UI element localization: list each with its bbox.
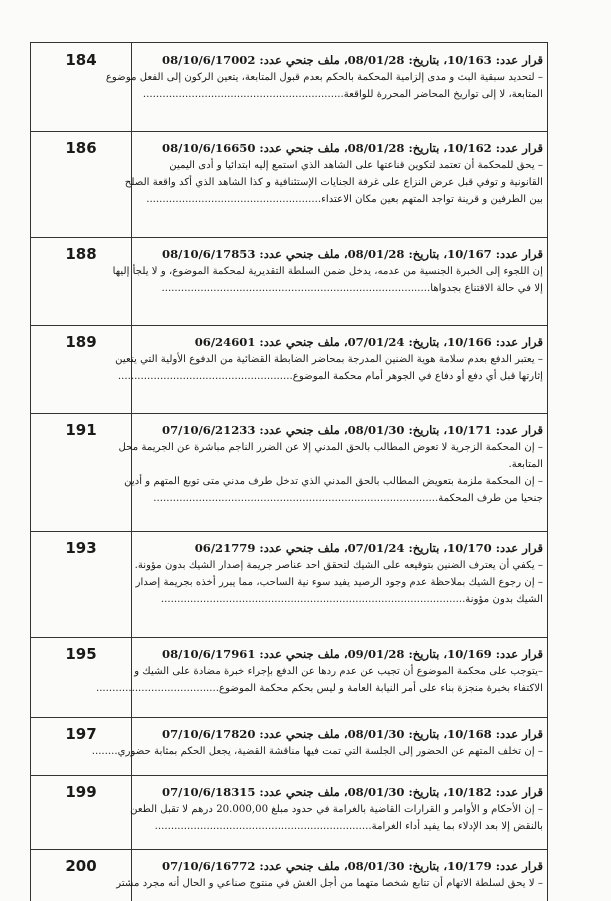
page-number: 195	[65, 645, 97, 663]
page-number: 189	[65, 333, 97, 351]
summary-line: جنحيا من طرف المحكمة........................................................................................	[153, 493, 543, 504]
summary-line: الاكتفاء بخبرة منجزة بناء على أمر النيابة العامة و ليس بحكم محكمة الموضوع......................................	[95, 683, 543, 694]
summary-line: – يكفي أن يعترف الضنين بتوقيعه على الشيك لتحقق احد عناصر جريمة إصدار الشيك بدون مؤونة.	[134, 560, 543, 571]
decision-summary	[91, 725, 543, 760]
summary-line: إن اللجوء إلى الخبرة الجنسية من عدمه، يدخل ضمن السلطة التقديرية لمحكمة الموضوع، و لا يلجأ إليها	[112, 266, 543, 277]
decision-header: قرار عدد: 10/169، بتاريخ: 09/01/28، ملف جنحي عدد: 08/10/6/17961	[162, 647, 543, 661]
table-row	[31, 131, 547, 238]
decision-summary	[130, 783, 543, 835]
summary-line: – لتحديد سبقية البث و مدى إلزامية المحكمة بالحكم بعدم قبول المتابعة، يتعين الركون إلى الفعل موضوع	[105, 72, 543, 83]
summary-line: بالنقض إلا بعد الإدلاء بما يفيد أداء الغرامة...................................................................	[154, 821, 543, 832]
page-number: 186	[65, 139, 97, 157]
table-row	[31, 325, 547, 414]
decision-header: قرار عدد: 10/163، بتاريخ: 08/01/28، ملف جنحي عدد: 08/10/6/17002	[162, 53, 543, 67]
table-row	[31, 849, 547, 901]
decision-summary	[116, 857, 543, 892]
summary-line: – إن المحكمة ملزمة بتعويض المطالب بالحق المدني الذي تدخل طرف مدني متى توبع المتهم و أدين	[124, 476, 543, 487]
table-row	[31, 43, 547, 132]
page-number: 199	[65, 783, 97, 801]
decision-header: قرار عدد: 10/170، بتاريخ: 07/01/24، ملف جنحي عدد: 06/21779	[194, 541, 543, 555]
summary-line: المتابعة، لا إلى تواريخ المحاضر المحررة للواقعة..............................................................	[142, 89, 543, 100]
table-row	[31, 717, 547, 776]
decision-header: قرار عدد: 10/171، بتاريخ: 08/01/30، ملف جنحي عدد: 07/10/6/21233	[162, 423, 543, 437]
decision-summary	[134, 539, 543, 608]
decision-header: قرار عدد: 10/167، بتاريخ: 08/01/28، ملف جنحي عدد: 08/10/6/17853	[162, 247, 543, 261]
decision-header: قرار عدد: 10/168، بتاريخ: 08/01/30، ملف جنحي عدد: 07/10/6/17820	[162, 727, 543, 741]
summary-line: المتابعة.	[508, 459, 543, 470]
summary-line: إثارتها قبل أي دفع أو دفاع في الجوهر أمام محكمة الموضوع......................................................	[117, 371, 543, 382]
summary-line: – لا يحق لسلطة الاتهام أن تتابع شخصا متهما من أجل الغش في منتوج صناعي و الحال أنه مجرد مشتر	[116, 878, 543, 889]
page-number: 197	[65, 725, 97, 743]
summary-line: – إن المحكمة الزجرية لا تعوض المطالب بالحق المدني إلا عن الضرر الناجم مباشرة عن الجريمة محل	[118, 442, 543, 453]
page-number: 193	[65, 539, 97, 557]
summary-line: – إن الأحكام و الأوامر و القرارات القاضية بالغرامة في حدود مبلغ 20.000,00 درهم لا تقبل الطعن	[130, 804, 543, 815]
decision-summary	[95, 645, 543, 697]
table-row	[31, 413, 547, 532]
decision-summary	[105, 51, 543, 103]
table-row	[31, 237, 547, 326]
table-row	[31, 637, 547, 718]
page-number: 200	[65, 857, 97, 875]
table-row	[31, 531, 547, 638]
decision-summary	[124, 139, 543, 208]
decision-summary	[112, 245, 543, 297]
table-row	[31, 775, 547, 850]
summary-line: القانونية و توفي قبل عرض النزاع على غرفة الجنايات الإستئنافية و كذا الشاهد الذي أكد واقعة الصلح	[124, 177, 543, 188]
decision-summary	[115, 333, 543, 385]
decision-header: قرار عدد: 10/182، بتاريخ: 08/01/30، ملف جنحي عدد: 07/10/6/18315	[162, 785, 543, 799]
summary-line: – يحق للمحكمة أن تعتمد لتكوين قناعتها على الشاهد الذي استمع إليه ابتدائيا و أدى اليمين	[169, 160, 543, 171]
decision-summary	[118, 421, 543, 507]
decision-header: قرار عدد: 10/166، بتاريخ: 07/01/24، ملف جنحي عدد: 06/24601	[194, 335, 543, 349]
summary-line: الشيك بدون مؤونة..............................................................................................	[160, 594, 543, 605]
summary-line: إلا في حالة الاقتناع بجدواها...................................................................................	[161, 283, 543, 294]
summary-line: – يعتبر الدفع بعدم سلامة هوية الضنين المدرجة بمحاضر الضابطة القضائية من الدفوع الأولية التي يتعين	[115, 354, 543, 365]
page-number: 188	[65, 245, 97, 263]
summary-line: – إن تخلف المتهم عن الحضور إلى الجلسة التي تمت فيها مناقشة القضية، يجعل الحكم بمثابة حضوري........	[91, 746, 543, 757]
summary-line: بين الطرفين و قرينة تواجد المتهم بعين مكان الاعتداء......................................................	[146, 194, 543, 205]
summary-line: – إن رجوع الشيك بملاحظة عدم وجود الرصيد يفيد سوء نية الساحب، مما يبرر أخذه بجريمة إصدار	[135, 577, 543, 588]
page-number: 191	[65, 421, 97, 439]
index-table	[30, 42, 548, 901]
page-number: 184	[65, 51, 97, 69]
decision-header: قرار عدد: 10/162، بتاريخ: 08/01/28، ملف جنحي عدد: 08/10/6/16650	[162, 141, 543, 155]
summary-line: –يتوجب على محكمة الموضوع أن تجيب عن عدم ردها عن الدفع بإجراء خبرة مضادة على الشيك و	[134, 666, 543, 677]
decision-header: قرار عدد: 10/179، بتاريخ: 08/01/30، ملف جنحي عدد: 07/10/6/16772	[162, 859, 543, 873]
